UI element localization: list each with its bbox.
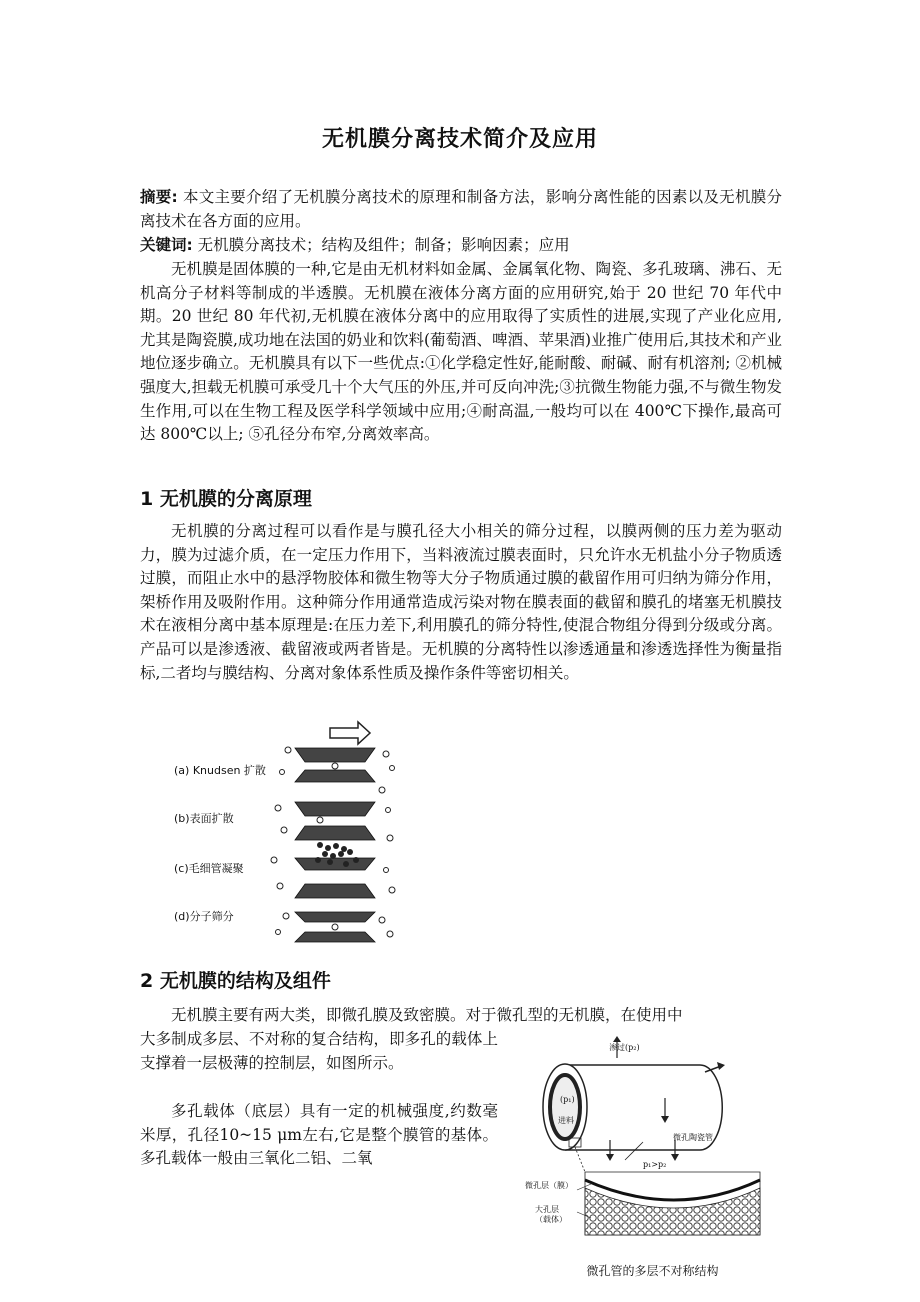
section2-heading: 2 无机膜的结构及组件 bbox=[140, 970, 331, 992]
keywords bbox=[140, 234, 782, 258]
figure1-label-a: (a) Knudsen 扩散 bbox=[174, 764, 266, 777]
tube-label: 微孔陶瓷管 bbox=[673, 1133, 713, 1142]
section2-p2: 多孔载体（底层）具有一定的机械强度,约数毫米厚，孔径10~15 μm左右,它是整个膜管的基体。多孔载体一般由三氧化二铝、二氧 bbox=[140, 1102, 498, 1168]
section1-text: 无机膜的分离过程可以看作是与膜孔径大小相关的筛分过程，以膜两侧的压力差为驱动力，膜为过滤介质，在一定压力作用下，当料液流过膜表面时，只允许水无机盐小分子物质透过膜，而阻止水中的悬浮物胶体和微生物等大分子物质通过膜的截留作用可归纳为筛分作用，架桥作用及吸附作用。这种筛分作用通常造成污染对物在膜表面的截留和膜孔的堵塞无机膜技术在液相分离中基本原理是:在压力差下,利用膜孔的筛分特性,使混合物组分得到分级或分离。产品可以是渗透液、截留液或两者皆是。无机膜的分离特性以渗透通量和渗透选择性为衡量指标,二者均与膜结构、分离对象体系性质及操作条件等密切相关。 bbox=[140, 522, 782, 682]
abstract-label: 摘要: bbox=[140, 188, 178, 206]
tube-diagram bbox=[525, 1030, 780, 1260]
abstract bbox=[140, 186, 782, 233]
section2-p1-rest: 大多制成多层、不对称的复合结构，即多孔的载体上支撑着一层极薄的控制层，如图所示。 bbox=[140, 1030, 498, 1072]
section2-p1-full: 无机膜主要有两大类，即微孔膜及致密膜。对于微孔型的无机膜，在使用中 bbox=[171, 1006, 683, 1024]
pressure-label: p₁>p₂ bbox=[643, 1160, 667, 1169]
macro-layer-label: 大孔层 bbox=[535, 1205, 559, 1214]
abstract-text: 本文主要介绍了无机膜分离技术的原理和制备方法，影响分离性能的因素以及无机膜分离技术在各方面的应用。 bbox=[140, 188, 782, 230]
intro-paragraph bbox=[140, 258, 782, 447]
section1-heading: 1 无机膜的分离原理 bbox=[140, 488, 312, 510]
keywords-text: 无机膜分离技术；结构及组件；制备；影响因素；应用 bbox=[192, 236, 570, 254]
figure1-label-b: (b)表面扩散 bbox=[174, 812, 234, 825]
figure1-label-c: (c)毛细管凝聚 bbox=[174, 862, 244, 875]
figure1-label-d: (d)分子筛分 bbox=[174, 910, 234, 923]
feed-label: 进料 bbox=[558, 1116, 574, 1125]
permeate-label: 渗过(p₂) bbox=[609, 1043, 640, 1052]
section1-paragraph bbox=[140, 520, 782, 685]
microporous-tube-figure bbox=[525, 1030, 780, 1260]
keywords-label: 关键词: bbox=[140, 236, 193, 254]
micro-layer-label: 微孔层（膜） bbox=[525, 1181, 573, 1190]
intro-text: 无机膜是固体膜的一种,它是由无机材料如金属、金属氧化物、陶瓷、多孔玻璃、沸石、无机高分子材料等制成的半透膜。无机膜在液体分离方面的应用研究,始于 20 世纪 70 年代中期。20 世纪 80 年代初,无机膜在液体分离中的应用取得了实质性的进展,实现了产业化应用,尤其是陶瓷膜,成功地在法国的奶业和饮料(葡萄酒、啤酒、苹果酒)业推广使用后,其技术和产业地位逐步确立。无机膜具有以下一些优点:①化学稳定性好,能耐酸、耐碱、耐有机溶剂; ②机械强度大,担载无机膜可承受几十个大气压的外压,并可反向冲洗;③抗微生物能力强,不与微生物发生作用,可以在生物工程及医学科学领域中应用;④耐高温,一般均可以在 400℃下操作,最高可达 800℃以上; ⑤孔径分布窄,分离效率高。 bbox=[140, 260, 782, 444]
diffusion-mechanism-figure bbox=[160, 720, 420, 945]
section2-paragraph1-first-line bbox=[140, 1004, 782, 1028]
section2-paragraph1-rest bbox=[140, 1028, 498, 1075]
page-title: 无机膜分离技术简介及应用 bbox=[321, 127, 598, 152]
section2-paragraph2 bbox=[140, 1100, 498, 1171]
figure2-caption: 微孔管的多层不对称结构 bbox=[586, 1264, 719, 1278]
p1-label: (p₁) bbox=[560, 1095, 575, 1104]
macro-layer-sub: （载体） bbox=[535, 1215, 567, 1224]
